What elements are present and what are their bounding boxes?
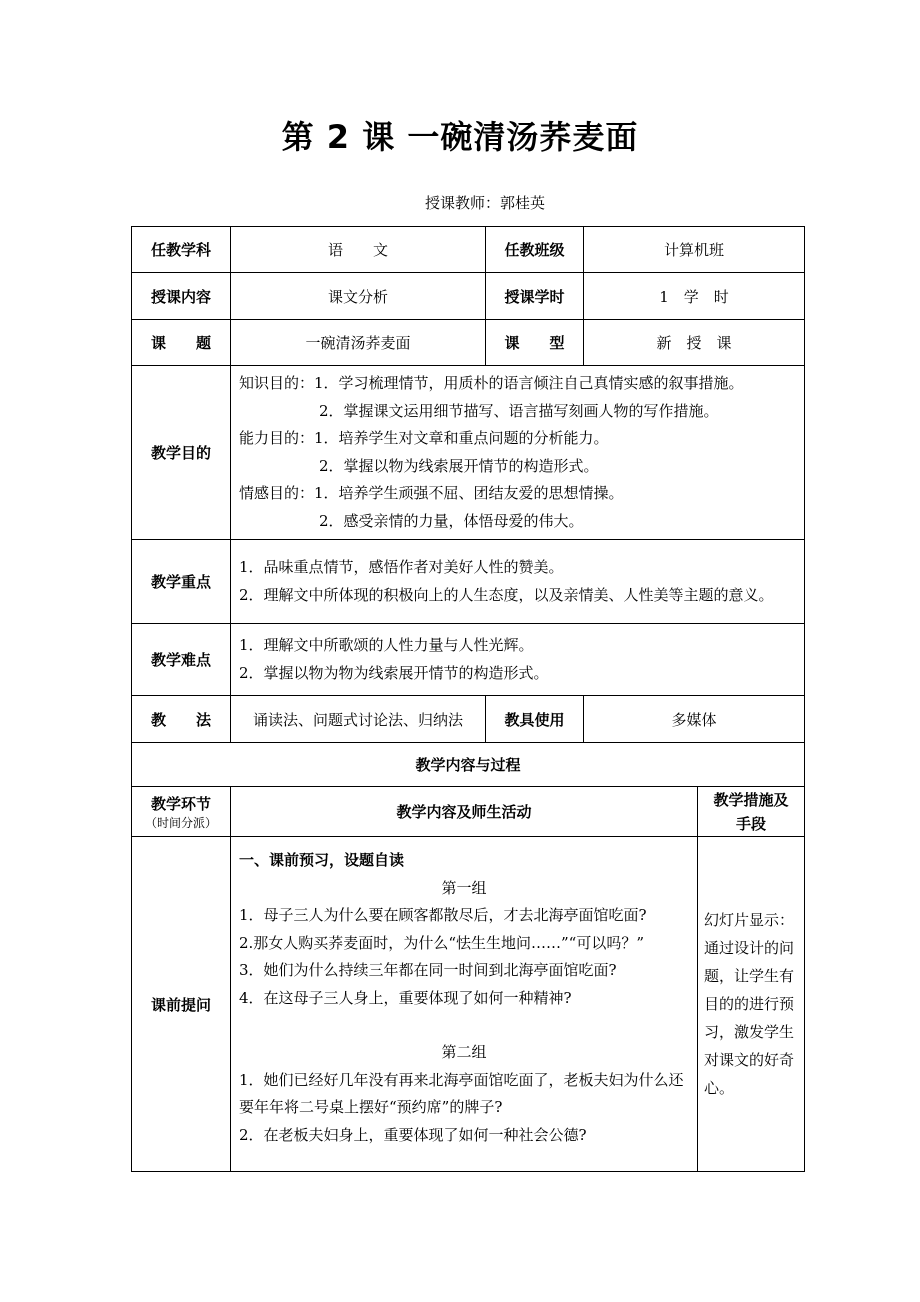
group1-item: 4．在这母子三人身上，重要体现了如何一种精神? <box>239 988 572 1007</box>
goal-line: 能力目的：1．培养学生对文章和重点问题的分析能力。 <box>239 429 609 447</box>
group1-title: 第一组 <box>441 878 487 897</box>
hours-value: 1 学 时 <box>584 273 805 320</box>
row-goals <box>132 366 805 540</box>
content-value: 课文分析 <box>231 273 486 320</box>
group2-title: 第二组 <box>441 1043 487 1061</box>
row-subject <box>132 227 805 273</box>
lesson-plan-table <box>131 226 805 1172</box>
key-points-label: 教学重点 <box>132 540 231 624</box>
class-label: 任教班级 <box>486 227 584 273</box>
subject-value: 语 文 <box>231 227 486 273</box>
process-heading: 教学内容与过程 <box>132 743 805 787</box>
difficulty-line: 1．理解文中所歌颂的人性力量与人性光辉。 <box>239 636 534 654</box>
type-value: 新 授 课 <box>584 320 805 366</box>
teacher-name: 授课教师：郭桂英 <box>425 194 546 212</box>
row-process-columns <box>132 787 805 837</box>
hours-label: 授课学时 <box>486 273 584 320</box>
goal-line: 2．掌握课文运用细节描写、语言描写刻画人物的写作措施。 <box>319 401 719 420</box>
pre-class-content <box>231 837 698 1172</box>
group2-item: 1．她们已经好几年没有再来北海亭面馆吃面了，老板夫妇为什么还要年年将二号桌上摆好“预约席”的牌子? <box>239 1070 684 1116</box>
goal-line: 情感目的：1．培养学生顽强不屈、团结友爱的思想情操。 <box>239 484 624 502</box>
key-point-line: 2．理解文中所体现的积极向上的人生态度，以及亲情美、人性美等主题的意义。 <box>239 585 774 604</box>
row-pre-class <box>132 837 805 1172</box>
row-key-points <box>132 540 805 624</box>
row-topic <box>132 320 805 366</box>
goals-content <box>231 366 805 540</box>
col-stage-title: 教学环节 <box>150 794 211 813</box>
topic-label: 课 题 <box>132 320 231 366</box>
group2-item: 2．在老板夫妇身上，重要体现了如何一种社会公德? <box>239 1125 587 1144</box>
group1-item: 1．母子三人为什么要在顾客都散尽后，才去北海亭面馆吃面? <box>239 906 647 924</box>
subject-label: 任教学科 <box>132 227 231 273</box>
group1-item: 2.那女人购买荞麦面时，为什么“怯生生地问……”“可以吗？” <box>239 933 644 952</box>
goals-label: 教学目的 <box>132 366 231 540</box>
methods-label: 教 法 <box>132 696 231 743</box>
group1-item: 3．她们为什么持续三年都在同一时间到北海亭面馆吃面? <box>239 961 617 979</box>
row-content <box>132 273 805 320</box>
row-difficulties <box>132 624 805 696</box>
difficulties-content <box>231 624 805 696</box>
methods-value: 诵读法、问题式讨论法、归纳法 <box>231 696 486 743</box>
key-point-line: 1．品味重点情节，感悟作者对美好人性的赞美。 <box>239 558 564 576</box>
measures-note: 幻灯片显示：通过设计的问题，让学生有目的的进行预习，激发学生对课文的好奇心。 <box>698 837 805 1172</box>
goal-line: 知识目的：1．学习梳理情节，用质朴的语言倾注自己真情实感的叙事措施。 <box>239 374 744 392</box>
class-value: 计算机班 <box>584 227 805 273</box>
content-label: 授课内容 <box>132 273 231 320</box>
difficulties-label: 教学难点 <box>132 624 231 696</box>
col-content-header: 教学内容及师生活动 <box>231 787 698 837</box>
key-points-content <box>231 540 805 624</box>
row-methods <box>132 696 805 743</box>
topic-value: 一碗清汤荞麦面 <box>231 320 486 366</box>
col-stage-header <box>132 787 231 837</box>
goal-line: 2．感受亲情的力量，体悟母爱的伟大。 <box>319 511 584 530</box>
stage-label: 课前提问 <box>132 837 231 1172</box>
row-process-heading <box>132 743 805 787</box>
col-stage-subtitle: （时间分派） <box>144 815 217 830</box>
tools-label: 教具使用 <box>486 696 584 743</box>
difficulty-line: 2．掌握以物为物为线索展开情节的构造形式。 <box>239 663 549 682</box>
tools-value: 多媒体 <box>584 696 805 743</box>
goal-line: 2．掌握以物为线索展开情节的构造形式。 <box>319 456 599 475</box>
section-title: 一、课前预习，设题自读 <box>239 851 405 869</box>
type-label: 课 型 <box>486 320 584 366</box>
col-measures-header: 教学措施及手段 <box>698 787 805 837</box>
page-title: 第 2 课 一碗清汤荞麦面 <box>281 118 639 156</box>
